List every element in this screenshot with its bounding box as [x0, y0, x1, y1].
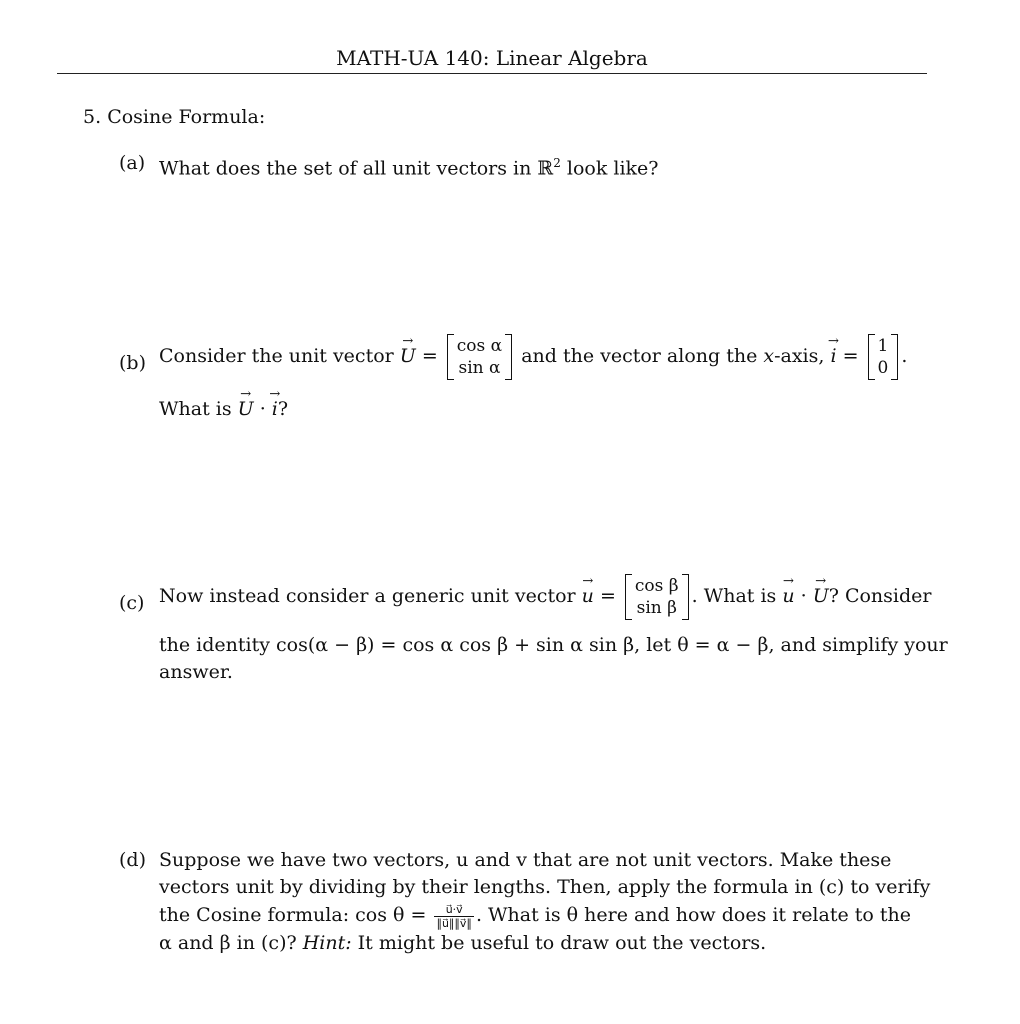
part-b-text-3: -axis, — [774, 345, 831, 367]
matrix-cell-zero: 0 — [877, 358, 889, 378]
part-b-line-1 — [159, 334, 907, 380]
part-c-text-3: ? Consider — [828, 585, 932, 607]
part-a-text-1: What does the set of all unit vectors in — [159, 157, 538, 180]
var-x: x — [763, 345, 775, 367]
part-d-line-4-pre: α and β in (c)? — [159, 932, 303, 954]
part-a-text-2: look like? — [560, 157, 659, 180]
matrix-i — [868, 334, 899, 380]
equals-sign-3: = — [593, 585, 622, 607]
part-b-line-2 — [159, 386, 289, 423]
part-d-line-2: vectors unit by dividing by their lengths. Then, apply the formula in (c) to verify — [159, 876, 931, 898]
problem-title: Cosine Formula: — [107, 106, 266, 128]
fraction-denominator: ‖u⃗‖‖v⃗‖ — [436, 916, 472, 930]
vector-U: → U — [399, 333, 416, 367]
part-b-text-1: Consider the unit vector — [159, 345, 400, 367]
problem-heading — [83, 106, 265, 128]
question-mark: ? — [277, 398, 289, 420]
matrix-u-beta — [625, 574, 689, 620]
part-d-line-3-pre: the Cosine formula: cos θ = — [159, 904, 433, 926]
part-c-line-2: the identity cos(α − β) = cos α cos β + sin α sin β, let θ = α − β, and simplify your — [159, 634, 948, 656]
matrix-cell-cos-alpha: cos α — [456, 336, 503, 356]
dot-operator-2: · — [794, 585, 813, 607]
dot-operator: · — [253, 398, 272, 420]
equals-sign: = — [415, 345, 444, 367]
part-c-line-1 — [159, 573, 932, 620]
fraction-numerator: u⃗·v⃗ — [434, 903, 473, 917]
vector-u-2: → u — [782, 573, 795, 607]
part-a-text — [159, 150, 659, 182]
matrix-cell-sin-beta: sin β — [636, 598, 677, 618]
part-d-line-4-post: It might be useful to draw out the vectors. — [351, 932, 767, 954]
part-b-text-2: and the vector along the — [515, 345, 764, 367]
period: . — [901, 345, 908, 367]
part-b-question-pre: What is — [159, 398, 238, 420]
vector-u: → u — [581, 573, 594, 607]
vector-i-2: → i — [269, 386, 281, 420]
equals-sign-2: = — [836, 345, 865, 367]
hint-label: Hint: — [302, 932, 352, 954]
part-c-line-3: answer. — [159, 661, 233, 683]
problem-number: 5. — [83, 106, 102, 128]
part-d-label: (d) — [119, 849, 146, 871]
part-d-line-3 — [159, 902, 911, 930]
part-d-line-4 — [159, 930, 766, 957]
matrix-cell-one: 1 — [877, 336, 889, 356]
matrix-cell-cos-beta: cos β — [634, 576, 679, 596]
part-c-label: (c) — [119, 592, 145, 614]
cosine-fraction — [434, 903, 473, 930]
matrix-u-alpha — [447, 334, 512, 380]
part-b-label: (b) — [119, 352, 146, 374]
part-a-label: (a) — [119, 152, 146, 174]
reals-symbol: ℝ — [537, 157, 554, 180]
page-header: MATH-UA 140: Linear Algebra — [336, 46, 648, 70]
vector-U-2: → U — [237, 386, 254, 420]
reals-exponent: 2 — [553, 156, 561, 170]
part-d-line-3-post: . What is θ here and how does it relate to the — [475, 904, 911, 926]
matrix-cell-sin-alpha: sin α — [458, 358, 501, 378]
part-c-text-2: . What is — [691, 585, 783, 607]
part-c-text-1: Now instead consider a generic unit vector — [159, 585, 582, 607]
part-d-line-1: Suppose we have two vectors, u and v that are not unit vectors. Make these — [159, 849, 892, 871]
vector-i: → i — [827, 333, 840, 367]
header-rule — [57, 73, 927, 74]
vector-U-3: → U — [812, 573, 829, 607]
